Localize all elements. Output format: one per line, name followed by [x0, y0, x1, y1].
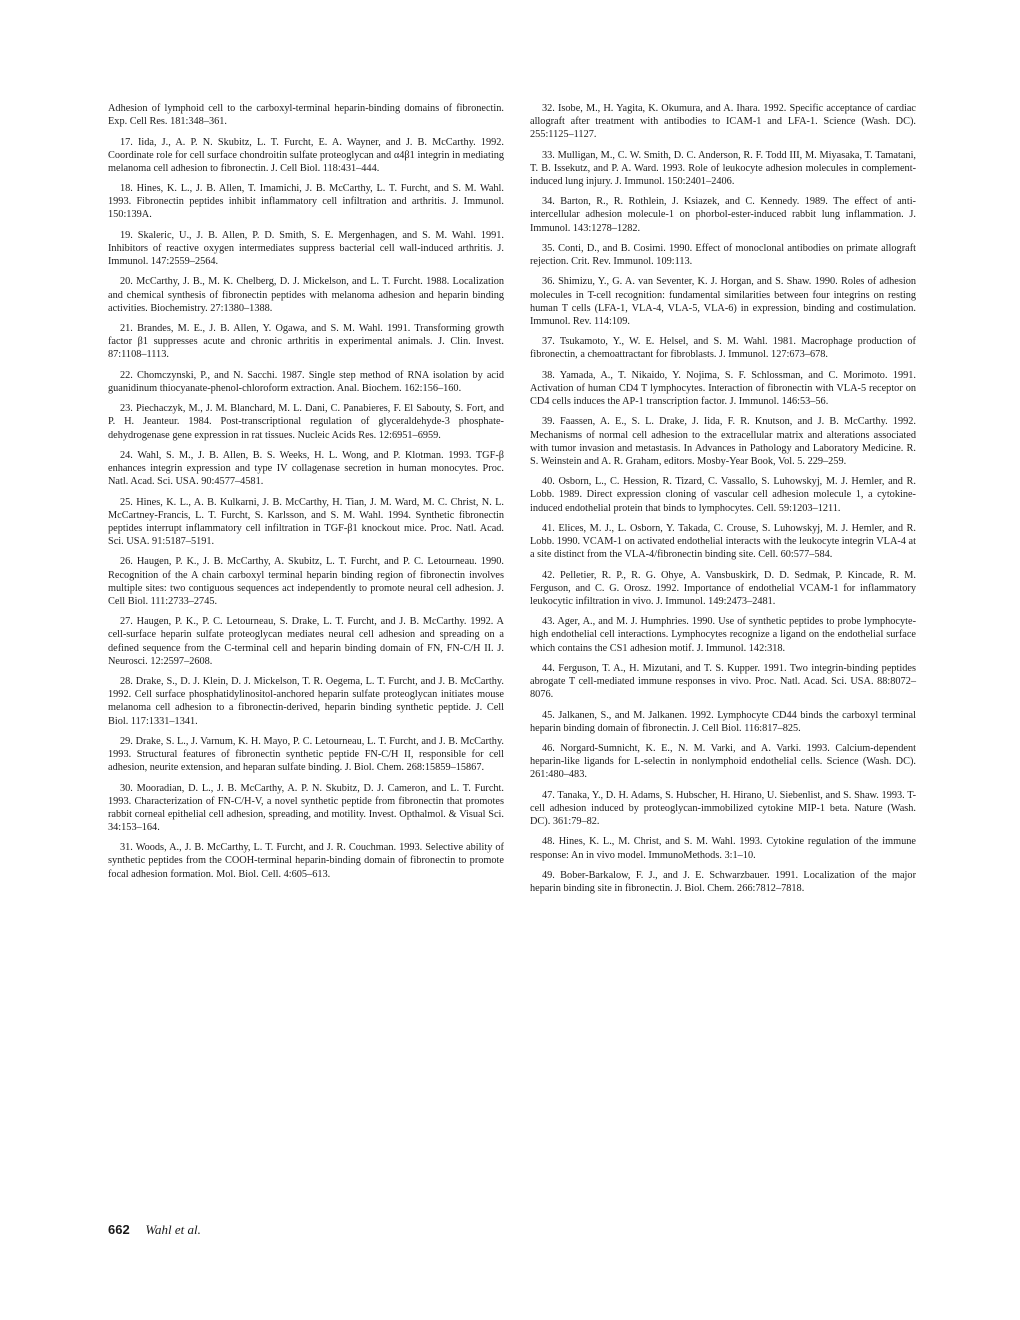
reference-item: 34. Barton, R., R. Rothlein, J. Ksiazek, and C. Kennedy. 1989. The effect of anti-intercellular adhesion molecule-1 on phorbol-ester-induced rabbit lung inflammation. J. Immunol. 143:1278–1282.	[530, 196, 916, 234]
reference-item: Adhesion of lymphoid cell to the carboxyl-terminal heparin-binding domains of fibronectin. Exp. Cell Res. 181:348–361.	[108, 103, 504, 128]
reference-item: 33. Mulligan, M., C. W. Smith, D. C. Anderson, R. F. Todd III, M. Miyasaka, T. Tamatani, T. B. Issekutz, and P. A. Ward. 1993. Role of leukocyte adhesion molecules in complement-induced lung injury. J. Immunol. 150:2401–2406.	[530, 149, 916, 187]
reference-item: 32. Isobe, M., H. Yagita, K. Okumura, and A. Ihara. 1992. Specific acceptance of cardiac allograft after treatment with antibodies to ICAM-1 and LFA-1. Science (Wash. DC). 255:1125–1127.	[530, 103, 916, 141]
reference-item: 20. McCarthy, J. B., M. K. Chelberg, D. J. Mickelson, and L. T. Furcht. 1988. Localization and chemical synthesis of fibronectin peptides with melanoma adhesion and heparin binding activities. Biochemistry. 27:1380–1388.	[108, 276, 504, 314]
reference-item: 25. Hines, K. L., A. B. Kulkarni, J. B. McCarthy, H. Tian, J. M. Ward, M. C. Christ, N. L. McCartney-Francis, L. T. Furcht, S. Karlsson, and S. M. Wahl. 1994. Synthetic fibronectin peptides interrupt inflammatory cell infiltration in TGF-β1 knockout mice. Proc. Natl. Acad. Sci. USA. 91:5187–5191.	[108, 496, 504, 548]
reference-item: 19. Skaleric, U., J. B. Allen, P. D. Smith, S. E. Mergenhagen, and S. M. Wahl. 1991. Inhibitors of reactive oxygen intermediates suppress bacterial cell wall-induced arthritis. J. Immunol. 147:2559–2564.	[108, 229, 504, 268]
reference-column-right	[530, 102, 916, 902]
reference-item: 24. Wahl, S. M., J. B. Allen, B. S. Weeks, H. L. Wong, and P. Klotman. 1993. TGF-β enhances integrin expression and type IV collagenase secretion in human monocytes. Proc. Natl. Acad. Sci. USA. 90:4577–4581.	[108, 449, 504, 488]
reference-item: 17. Iida, J., A. P. N. Skubitz, L. T. Furcht, E. A. Wayner, and J. B. McCarthy. 1992. Coordinate role for cell surface chondroitin sulfate proteoglycan and α4β1 integrin in mediating melanoma cell adhesion to fibronectin. J. Cell Biol. 118:431–444.	[108, 136, 504, 174]
reference-item: 40. Osborn, L., C. Hession, R. Tizard, C. Vassallo, S. Luhowskyj, M. J. Hemler, and R. Lobb. 1989. Direct expression cloning of vascular cell adhesion molecule 1, a cytokine-induced endothelial protein that binds to lymphocytes. Cell. 59:1203–1211.	[530, 476, 916, 514]
reference-item: 35. Conti, D., and B. Cosimi. 1990. Effect of monoclonal antibodies on primate allograft rejection. Crit. Rev. Immunol. 109:113.	[530, 242, 916, 268]
reference-item: 46. Norgard-Sumnicht, K. E., N. M. Varki, and A. Varki. 1993. Calcium-dependent heparin-like ligands for L-selectin in nonlymphoid endothelial cells. Science (Wash. DC). 261:480–483.	[530, 743, 916, 781]
reference-item: 29. Drake, S. L., J. Varnum, K. H. Mayo, P. C. Letourneau, L. T. Furcht, and J. B. McCarthy. 1993. Structural features of fibronectin synthetic peptide FN-C/H II, responsible for cell adhesion, neurite extension, and heparan sulfate binding. J. Biol. Chem. 268:15859–15867.	[108, 735, 504, 774]
reference-item: 23. Piechaczyk, M., J. M. Blanchard, M. L. Dani, C. Panabieres, F. El Sabouty, S. Fort, and P. H. Jeanteur. 1984. Post-transcriptional regulation of glyceraldehyde-3 phosphate-dehydrogenase gene expression in rat tissues. Nucleic Acids Res. 12:6951–6959.	[108, 403, 504, 441]
reference-item: 22. Chomczynski, P., and N. Sacchi. 1987. Single step method of RNA isolation by acid guanidinum thiocyanate-phenol-chloroform extraction. Anal. Biochem. 162:156–160.	[108, 369, 504, 394]
reference-item: 42. Pelletier, R. P., R. G. Ohye, A. Vansbuskirk, D. D. Sedmak, P. Kincade, R. M. Ferguson, and C. G. Orosz. 1992. Importance of endothelial VCAM-1 for inflammatory leukocytic infiltration in vivo. J. Immunol. 149:2473–2481.	[530, 569, 916, 607]
reference-item: 45. Jalkanen, S., and M. Jalkanen. 1992. Lymphocyte CD44 binds the carboxyl terminal heparin binding domain of fibronectin. J. Cell Biol. 116:817–825.	[530, 709, 916, 734]
reference-item: 28. Drake, S., D. J. Klein, D. J. Mickelson, T. R. Oegema, L. T. Furcht, and J. B. McCarthy. 1992. Cell surface phosphatidylinositol-anchored heparin sulfate proteoglycan initiates mouse melanoma cell adhesion to a fibronectin-derived, heparin binding synthetic peptide. J. Cell Biol. 117:1331–1341.	[108, 676, 504, 727]
reference-item: 30. Mooradian, D. L., J. B. McCarthy, A. P. N. Skubitz, D. J. Cameron, and L. T. Furcht. 1993. Characterization of FN-C/H-V, a novel synthetic peptide from fibronectin that promotes rabbit corneal epithelial cell adhesion, spreading, and motility. Invest. Opthalmol. & Visual Sci. 34:153–164.	[108, 782, 504, 833]
reference-item: 49. Bober-Barkalow, F. J., and J. E. Schwarzbauer. 1991. Localization of the major heparin binding site in fibronectin. J. Biol. Chem. 266:7812–7818.	[530, 869, 916, 894]
reference-item: 37. Tsukamoto, Y., W. E. Helsel, and S. M. Wahl. 1981. Macrophage production of fibronectin, a chemoattractant for fibroblasts. J. Immunol. 127:673–678.	[530, 336, 916, 361]
page-number: 662	[108, 1222, 130, 1237]
reference-item: 27. Haugen, P. K., P. C. Letourneau, S. Drake, L. T. Furcht, and J. B. McCarthy. 1992. A cell-surface heparin sulfate proteoglycan mediates neural cell adhesion and spreading on a defined sequence from the C-terminal cell and heparin binding domain of FN, FN-C/H II. J. Neurosci. 12:2597–2608.	[108, 616, 504, 667]
reference-item: 18. Hines, K. L., J. B. Allen, T. Imamichi, J. B. McCarthy, L. T. Furcht, and S. M. Wahl. 1993. Fibronectin peptides inhibit inflammatory cell infiltration and arthritis. J. Immunol. 150:139A.	[108, 183, 504, 221]
reference-item: 36. Shimizu, Y., G. A. van Seventer, K. J. Horgan, and S. Shaw. 1990. Roles of adhesion molecules in T-cell recognition: fundamental similarities between four integrins on resting human T cells (LFA-1, VLA-4, VLA-5, VLA-6) in expression, binding and costimulation. Immunol. Rev. 114:109.	[530, 276, 916, 327]
reference-item: 43. Ager, A., and M. J. Humphries. 1990. Use of synthetic peptides to probe lymphocyte-high endothelial cell interactions. Lymphocytes recognize a ligand on the endothelial surface which contains the CS1 adhesion motif. J. Immunol. 142:318.	[530, 616, 916, 654]
reference-item: 21. Brandes, M. E., J. B. Allen, Y. Ogawa, and S. M. Wahl. 1991. Transforming growth factor β1 suppresses acute and chronic arthritis in experimental animals. J. Clin. Invest. 87:1108–1113.	[108, 323, 504, 361]
reference-item: 31. Woods, A., J. B. McCarthy, L. T. Furcht, and J. R. Couchman. 1993. Selective ability of synthetic peptides from the COOH-terminal heparin-binding domain of fibronectin to promote focal adhesion formation. Mol. Biol. Cell. 4:605–613.	[108, 842, 504, 880]
reference-column-left	[108, 102, 504, 888]
reference-item: 39. Faassen, A. E., S. L. Drake, J. Iida, F. R. Knutson, and J. B. McCarthy. 1992. Mechanisms of normal cell adhesion to the extracellular matrix and alterations associated with tumor invasion and metastasis. In Advances in Pathology and Laboratory Medicine. R. S. Weinstein and A. R. Graham, editors. Mosby-Year Book, Vol. 5. 229–259.	[530, 416, 916, 467]
reference-item: 47. Tanaka, Y., D. H. Adams, S. Hubscher, H. Hirano, U. Siebenlist, and S. Shaw. 1993. T-cell adhesion induced by proteoglycan-immobilized cytokine MIP-1 beta. Nature (Wash. DC). 361:79–82.	[530, 789, 916, 827]
reference-item: 38. Yamada, A., T. Nikaido, Y. Nojima, S. F. Schlossman, and C. Morimoto. 1991. Activation of human CD4 T lymphocytes. Interaction of fibronectin with VLA-5 receptor on CD4 cells induces the AP-1 transcription factor. J. Immunol. 146:53–56.	[530, 369, 916, 408]
reference-item: 26. Haugen, P. K., J. B. McCarthy, A. Skubitz, L. T. Furcht, and P. C. Letourneau. 1990. Recognition of the A chain carboxyl terminal heparin binding region of fibronectin involves multiple sites: two contiguous sequences act independently to promote neural cell adhesion. J. Cell Biol. 111:2733–2745.	[108, 556, 504, 607]
reference-item: 48. Hines, K. L., M. Christ, and S. M. Wahl. 1993. Cytokine regulation of the immune response: An in vivo model. ImmunoMethods. 3:1–10.	[530, 836, 916, 861]
reference-item: 41. Elices, M. J., L. Osborn, Y. Takada, C. Crouse, S. Luhowskyj, M. J. Hemler, and R. Lobb. 1990. VCAM-1 on activated endothelial interacts with the leukocyte integrin VLA-4 at a site distinct from the VLA-4/fibronectin binding site. Cell. 60:577–584.	[530, 522, 916, 561]
reference-item: 44. Ferguson, T. A., H. Mizutani, and T. S. Kupper. 1991. Two integrin-binding peptides abrogate T cell-mediated immune responses in vivo. Proc. Natl. Acad. Sci. USA. 88:8072–8076.	[530, 662, 916, 701]
page-footer	[108, 1222, 201, 1238]
running-head: Wahl et al.	[145, 1222, 201, 1237]
